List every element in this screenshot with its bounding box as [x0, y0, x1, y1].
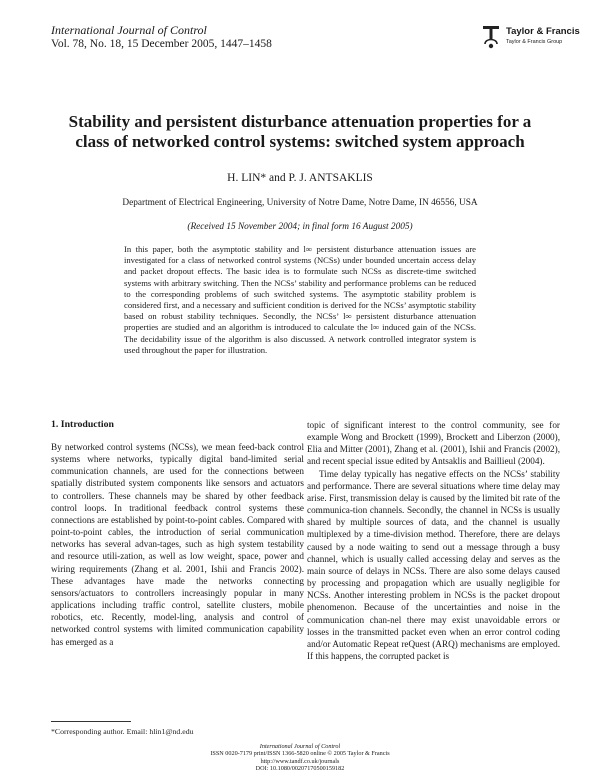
volume-info: Vol. 78, No. 18, 15 December 2005, 1447–1458	[51, 38, 272, 50]
page-footer	[150, 743, 450, 773]
intro-paragraph-1: By networked control systems (NCSs), we mean feed-back control systems where networks, typically digital band-limited serial communication channels, are used for the connections between spatially distributed system components like sensors and actuators to controllers. These channels may be shared by other feedback control loops. In traditional feedback control systems these connections are established by point-to-point cables. Compared with point-to-point cables, the introduction of serial communication networks has several advan-tages, such as high system testability and resource utili-zation, as well as low weight, space, power and wiring requirements (Zhang et al. 2001, Ishii and Francis 2002). These advantages have made the networks connecting sensors/actuators to controllers increasingly popular in many applications including traffic control, satellite clusters, mobile robotics, etc. Recently, model-ling, analysis and control of networked control systems with limited communication capability has emerged as a	[51, 442, 304, 647]
section-heading: 1. Introduction	[51, 419, 114, 430]
footer-doi: DOI: 10.1080/00207170500159182	[255, 765, 345, 773]
footer-journal: International Journal of Control	[259, 743, 341, 750]
publisher-name: Taylor & Francis	[506, 26, 580, 37]
publisher-logo	[480, 24, 580, 54]
journal-name: International Journal of Control	[51, 23, 207, 37]
left-column	[51, 419, 304, 648]
publisher-logo-icon	[480, 24, 502, 50]
publisher-group: Taylor & Francis Group	[506, 39, 563, 45]
footnote-rule	[51, 721, 131, 722]
affiliation: Department of Electrical Engineering, University of Notre Dame, Notre Dame, IN 46556, USA	[122, 198, 478, 208]
title-line-1: Stability and persistent disturbance attenuation properties for a	[68, 112, 532, 131]
right-column	[307, 419, 560, 662]
footer-issn: ISSN 0020-7179 print/ISSN 1366-5820 online © 2005 Taylor & Francis	[210, 750, 390, 758]
abstract: In this paper, both the asymptotic stability and l∞ persistent disturbance attenuation issues are investigated for a class of networked control systems (NCSs) under bounded uncertain access delay and packet dropout effects. The basic idea is to formulate such NCSs as discrete-time switched systems with arbitrary switching. Then the NCSs’ stability and performance problems can be reduced to the corresponding problems of such switched systems. The asymptotic stability problem is considered first, and a necessary and sufficient condition is derived for the NCSs’ asymptotic stability based on robust stability techniques. Secondly, the NCSs’ l∞ persistent disturbance attenuation properties are studied and an algorithm is introduced to calculate the l∞ induced gain of the NCSs. The decidability issue of the algorithm is also discussed. A network controlled integrator system is used throughout the paper for illustration.	[124, 244, 476, 355]
received-dates: (Received 15 November 2004; in final form 16 August 2005)	[187, 222, 413, 232]
authors: H. LIN* and P. J. ANTSAKLIS	[227, 172, 373, 184]
intro-paragraph-2: topic of significant interest to the control community, see for example Wong and Brockett (1999), Brockett and Liberzon (2000), Elia and Mitter (2001), Zhang et al. (2001), Ishii and Francis (2002), and recent special issue edited by Antsaklis and Baillieul (2004).	[307, 420, 560, 467]
corresponding-author-footnote: *Corresponding author. Email: hlin1@nd.edu	[51, 727, 194, 736]
title-line-2: class of networked control systems: switched system approach	[75, 132, 525, 151]
footer-url: http://www.tandf.co.uk/journals	[260, 757, 340, 765]
article-title	[40, 112, 560, 152]
intro-paragraph-3: Time delay typically has negative effects on the NCSs’ stability and performance. There are several situations where time delay may arise. First, transmission delay is caused by the limited bit rate of the communica-tion channels. Secondly, the channel in NCSs is usually shared by multiple sources of data, and the channel is usually multiplexed by a time-division method. Therefore, there are delays caused by a node waiting to send out a message through a busy channel, which is usually called accessing delay and serves as the main source of delays in NCSs. There are also some delays caused by processing and propagation which are usually negligible for NCSs. Another interesting problem in NCSs is the packet dropout phenomenon. Because of the uncertainties and noise in the communication chan-nel there may exist unavoidable errors or losses in the transmitted packet even when an error control coding and/or Automatic Repeat reQuest (ARQ) mechanisms are employed. If this happens, the corrupted packet is	[307, 468, 560, 661]
